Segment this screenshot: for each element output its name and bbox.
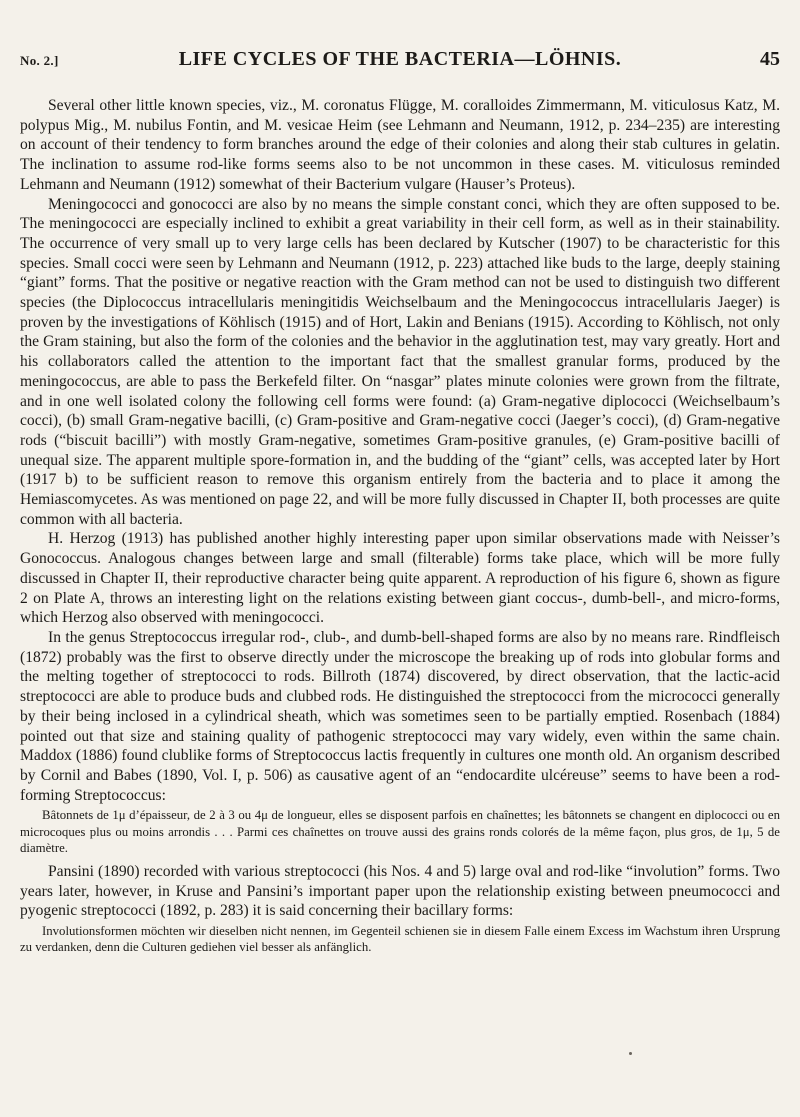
- ink-speck: [629, 1052, 632, 1055]
- page-body: [20, 96, 780, 961]
- quote-kruse-pansini: Involutionsformen möchten wir dieselben nicht nennen, im Gegenteil schienen sie in diesem Falle einem Excess im Wachstum ihren Ursprung zu verdanken, denn die Culturen gediehen viel besser als anfänglich.: [20, 924, 780, 955]
- running-header: [20, 48, 780, 78]
- paragraph-meningococci: Meningococci and gonococci are also by no means the simple constant conci, which they are often supposed to be. The meningococci are especially inclined to exhibit a great variability in their cell form, as well as in their stainability. The occurrence of very small up to very large cells has been declared by Kutscher (1907) to be characteristic for this species. Small cocci were seen by Lehmann and Neumann (1912, p. 223) attached like buds to the large, deeply staining “giant” forms. That the positive or negative reaction with the Gram method can not be used to distinguish two different species (the Diplococcus intracellularis meningitidis Weichselbaum and the Meningococcus intracellularis Jaeger) is proven by the investigations of Köhlisch (1915) and of Hort, Lakin and Benians (1915). According to Köhlisch, not only the Gram staining, but also the form of the colonies and the behavior in the agglutination test, may vary greatly. Hort and his collaborators called the attention to the important fact that the smallest granular forms, produced by the meningococcus, are able to pass the Berkefeld filter. On “nasgar” plates minute colonies were grown from the filtrate, and in one well isolated colony the following cell forms were found: (a) Gram-negative diplococci (Weichselbaum’s cocci), (b) small Gram-negative bacilli, (c) Gram-positive and Gram-negative cocci (Jaeger’s cocci), (d) Gram-negative rods (“biscuit bacilli”) with mostly Gram-negative, sometimes Gram-positive granules, (e) Gram-positive bacilli of unequal size. The apparent multiple spore-formation in, and the budding of the “giant” cells, was accepted later by Hort (1917 b) to be sufficient reason to remove this organism entirely from the bacteria and to place it among the Hemiascomycetes. As was mentioned on page 22, and will be more fully discussed in Chapter II, both processes are quite common with all bacteria.: [20, 195, 780, 528]
- running-title: LIFE CYCLES OF THE BACTERIA—LÖHNIS.: [178, 48, 622, 70]
- paragraph-streptococcus: In the genus Streptococcus irregular rod-, club-, and dumb-bell-shaped forms are also by no means rare. Rindfleisch (1872) probably was the first to observe directly under the microscope the breaking up of rods into globular forms and the melting together of streptococci to rods. Billroth (1874) discovered, by direct observation, that the lactic-acid streptococci are able to produce buds and clubbed rods. He distinguished the streptococci from the micrococci generally by their being inclosed in a cylindrical sheath, which was sometimes seen to be partially emptied. Rosenbach (1884) pointed out that size and staining quality of pathogenic streptococci may vary widely, even within the same chain. Maddox (1886) found clublike forms of Streptococcus lactis frequently in cultures one month old. An organism described by Cornil and Babes (1890, Vol. I, p. 506) as causative agent of an “endocardite ulcéreuse” seems to have been a rod-forming Streptococcus:: [20, 628, 780, 804]
- issue-number: No. 2.]: [20, 53, 59, 68]
- quote-cornil-babes: Bâtonnets de 1μ d’épaisseur, de 2 à 3 ou 4μ de longueur, elles se disposent parfois en chaînettes; les bâtonnets se changent en diplococci ou en microcoques plus ou moins arrondis . . . Parmi ces chaînettes on trouve aussi des grains ronds colorés de la même façon, plus gros, de 1μ, 5 de diamètre.: [20, 808, 780, 855]
- paragraph-herzog: H. Herzog (1913) has published another highly interesting paper upon similar observations made with Neisser’s Gonococcus. Analogous changes between large and small (filterable) forms take place, which will be more fully discussed in Chapter II, their reproductive character being quite apparent. A reproduction of his figure 6, shown as figure 2 on Plate A, throws an interesting light on the relations existing between giant coccus-, dumb-bell-, and micro-forms, which Herzog also observed with meningococci.: [20, 530, 780, 627]
- paragraph-pansini: Pansini (1890) recorded with various streptococci (his Nos. 4 and 5) large oval and rod-like “involution” forms. Two years later, however, in Kruse and Pansini’s important paper upon the relationship existing between pneumococci and pyogenic streptococci (1892, p. 283) it is said concerning their bacillary forms:: [20, 862, 780, 920]
- paragraph-micrococcus-species: Several other little known species, viz., M. coronatus Flügge, M. coralloides Zimmermann, M. viticulosus Katz, M. polypus Mig., M. nubilus Fontin, and M. vesicae Heim (see Lehmann and Neumann, 1912, p. 234–235) are interesting on account of their tendency to form branches around the edge of their colonies and along their stab cultures in gelatin. The inclination to assume rod-like forms seems also to be not uncommon in these cases. M. viticulosus reminded Lehmann and Neumann (1912) somewhat of their Bacterium vulgare (Hauser’s Proteus).: [20, 97, 780, 193]
- page-number: 45: [760, 48, 780, 70]
